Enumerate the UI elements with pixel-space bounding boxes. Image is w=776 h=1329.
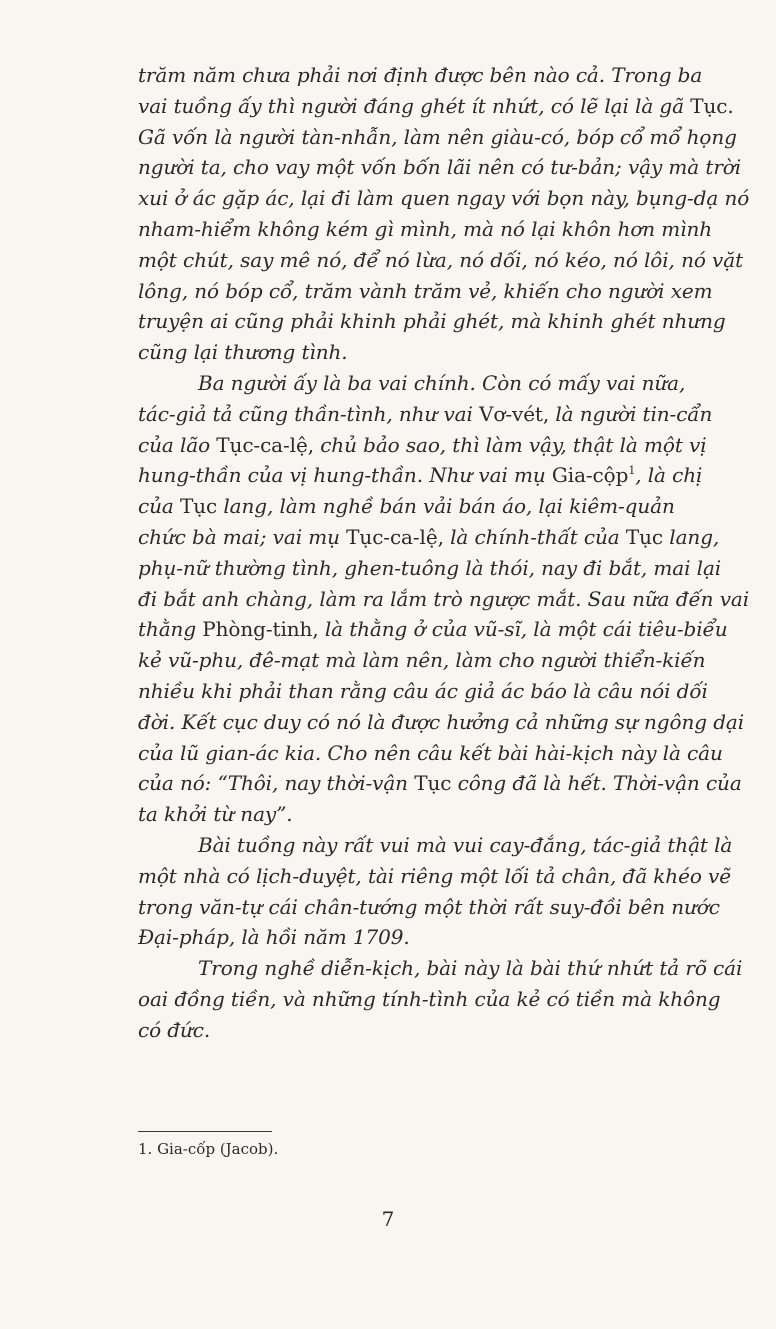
footnote: 1. Gia-cốp (Jacob). xyxy=(138,1140,279,1158)
text-line: của Tục lang, làm nghề bán vải bán áo, lại kiêm-quản xyxy=(138,494,675,519)
text-line: có đức. xyxy=(138,1017,211,1042)
text-line: một nhà có lịch-duyệt, tài riêng một lối tả chân, đã khéo vẽ xyxy=(138,863,731,888)
text-line: truyện ai cũng phải khinh phải ghét, mà khinh ghét nhưng xyxy=(138,309,726,334)
text-line: nham-hiểm không kém gì mình, mà nó lại khôn hơn mình xyxy=(138,216,713,241)
text-line: Gã vốn là người tàn-nhẫn, làm nên giàu-có, bóp cổ mổ họng xyxy=(138,124,737,149)
text-line: Trong nghề diễn-kịch, bài này là bài thứ nhứt tả rõ cái xyxy=(198,956,743,981)
text-line: trăm năm chưa phải nơi định được bên nào cả. Trong ba xyxy=(138,63,703,87)
text-line: của lũ gian-ác kia. Cho nên câu kết bài hài-kịch này là câu xyxy=(138,740,723,765)
text-line: thằng Phòng-tinh, là thằng ở của vũ-sĩ, là một cái tiêu-biểu xyxy=(138,617,728,642)
paragraph-4 xyxy=(138,953,743,1045)
text-line: nhiều khi phải than rằng câu ác giả ác báo là câu nói dối xyxy=(138,678,708,703)
text-line: tác-giả tả cũng thần-tình, như vai Vơ-vét, là người tin-cẩn xyxy=(138,401,713,426)
text-line: đời. Kết cục duy có nó là được hưởng cả những sự ngông dại xyxy=(138,709,745,734)
footnote-marker: 1 xyxy=(628,464,636,478)
paragraph-1 xyxy=(138,60,750,368)
text-line: lông, nó bóp cổ, trăm vành trăm vẻ, khiến cho người xem xyxy=(138,278,713,303)
text-line: của nó: “Thôi, nay thời-vận Tục công đã là hết. Thời-vận của xyxy=(138,771,742,796)
body-text xyxy=(138,60,750,1046)
text-line: xui ở ác gặp ác, lại đi làm quen ngay với bọn này, bụng-dạ nó xyxy=(138,186,750,211)
text-line: Bài tuồng này rất vui mà vui cay-đắng, tác-giả thật là xyxy=(198,832,733,857)
text-line: một chút, say mê nó, để nó lừa, nó dối, nó kéo, nó lôi, nó vặt xyxy=(138,247,744,272)
text-line: Đại-pháp, là hồi năm 1709. xyxy=(138,925,410,950)
paragraph-3 xyxy=(138,830,733,953)
page-number: 7 xyxy=(381,1207,395,1231)
text-line: trong văn-tự cái chân-tướng một thời rất suy-đồi bên nước xyxy=(138,894,720,919)
text-line: người ta, cho vay một vốn bốn lãi nên có tư-bản; vậy mà trời xyxy=(138,155,742,180)
text-line: vai tuồng ấy thì người đáng ghét ít nhứt, có lẽ lại là gã Tục. xyxy=(138,93,734,118)
text-line: Ba người ấy là ba vai chính. Còn có mấy vai nữa, xyxy=(198,370,686,395)
text-line: ta khởi từ nay”. xyxy=(138,802,293,827)
paragraph-2 xyxy=(138,368,750,830)
text-line: cũng lại thương tình. xyxy=(138,340,348,365)
text-line: phụ-nữ thường tình, ghen-tuông là thói, nay đi bắt, mai lại xyxy=(138,555,722,580)
text-line: hung-thần của vị hung-thần. Như vai mụ Gia-cộp$^1$, là chị xyxy=(138,463,703,488)
footnote-divider xyxy=(138,1131,272,1132)
text-line: oai đồng tiền, và những tính-tình của kẻ có tiền mà không xyxy=(138,986,721,1011)
text-line: chức bà mai; vai mụ Tục-ca-lệ, là chính-thất của Tục lang, xyxy=(138,524,720,549)
text-line: của lão Tục-ca-lệ, chủ bảo sao, thì làm vậy, thật là một vị xyxy=(138,432,707,457)
text-line: đi bắt anh chàng, làm ra lắm trò ngược mắt. Sau nữa đến vai xyxy=(138,586,750,611)
text-line: kẻ vũ-phu, đê-mạt mà làm nên, làm cho người thiển-kiến xyxy=(138,648,706,673)
